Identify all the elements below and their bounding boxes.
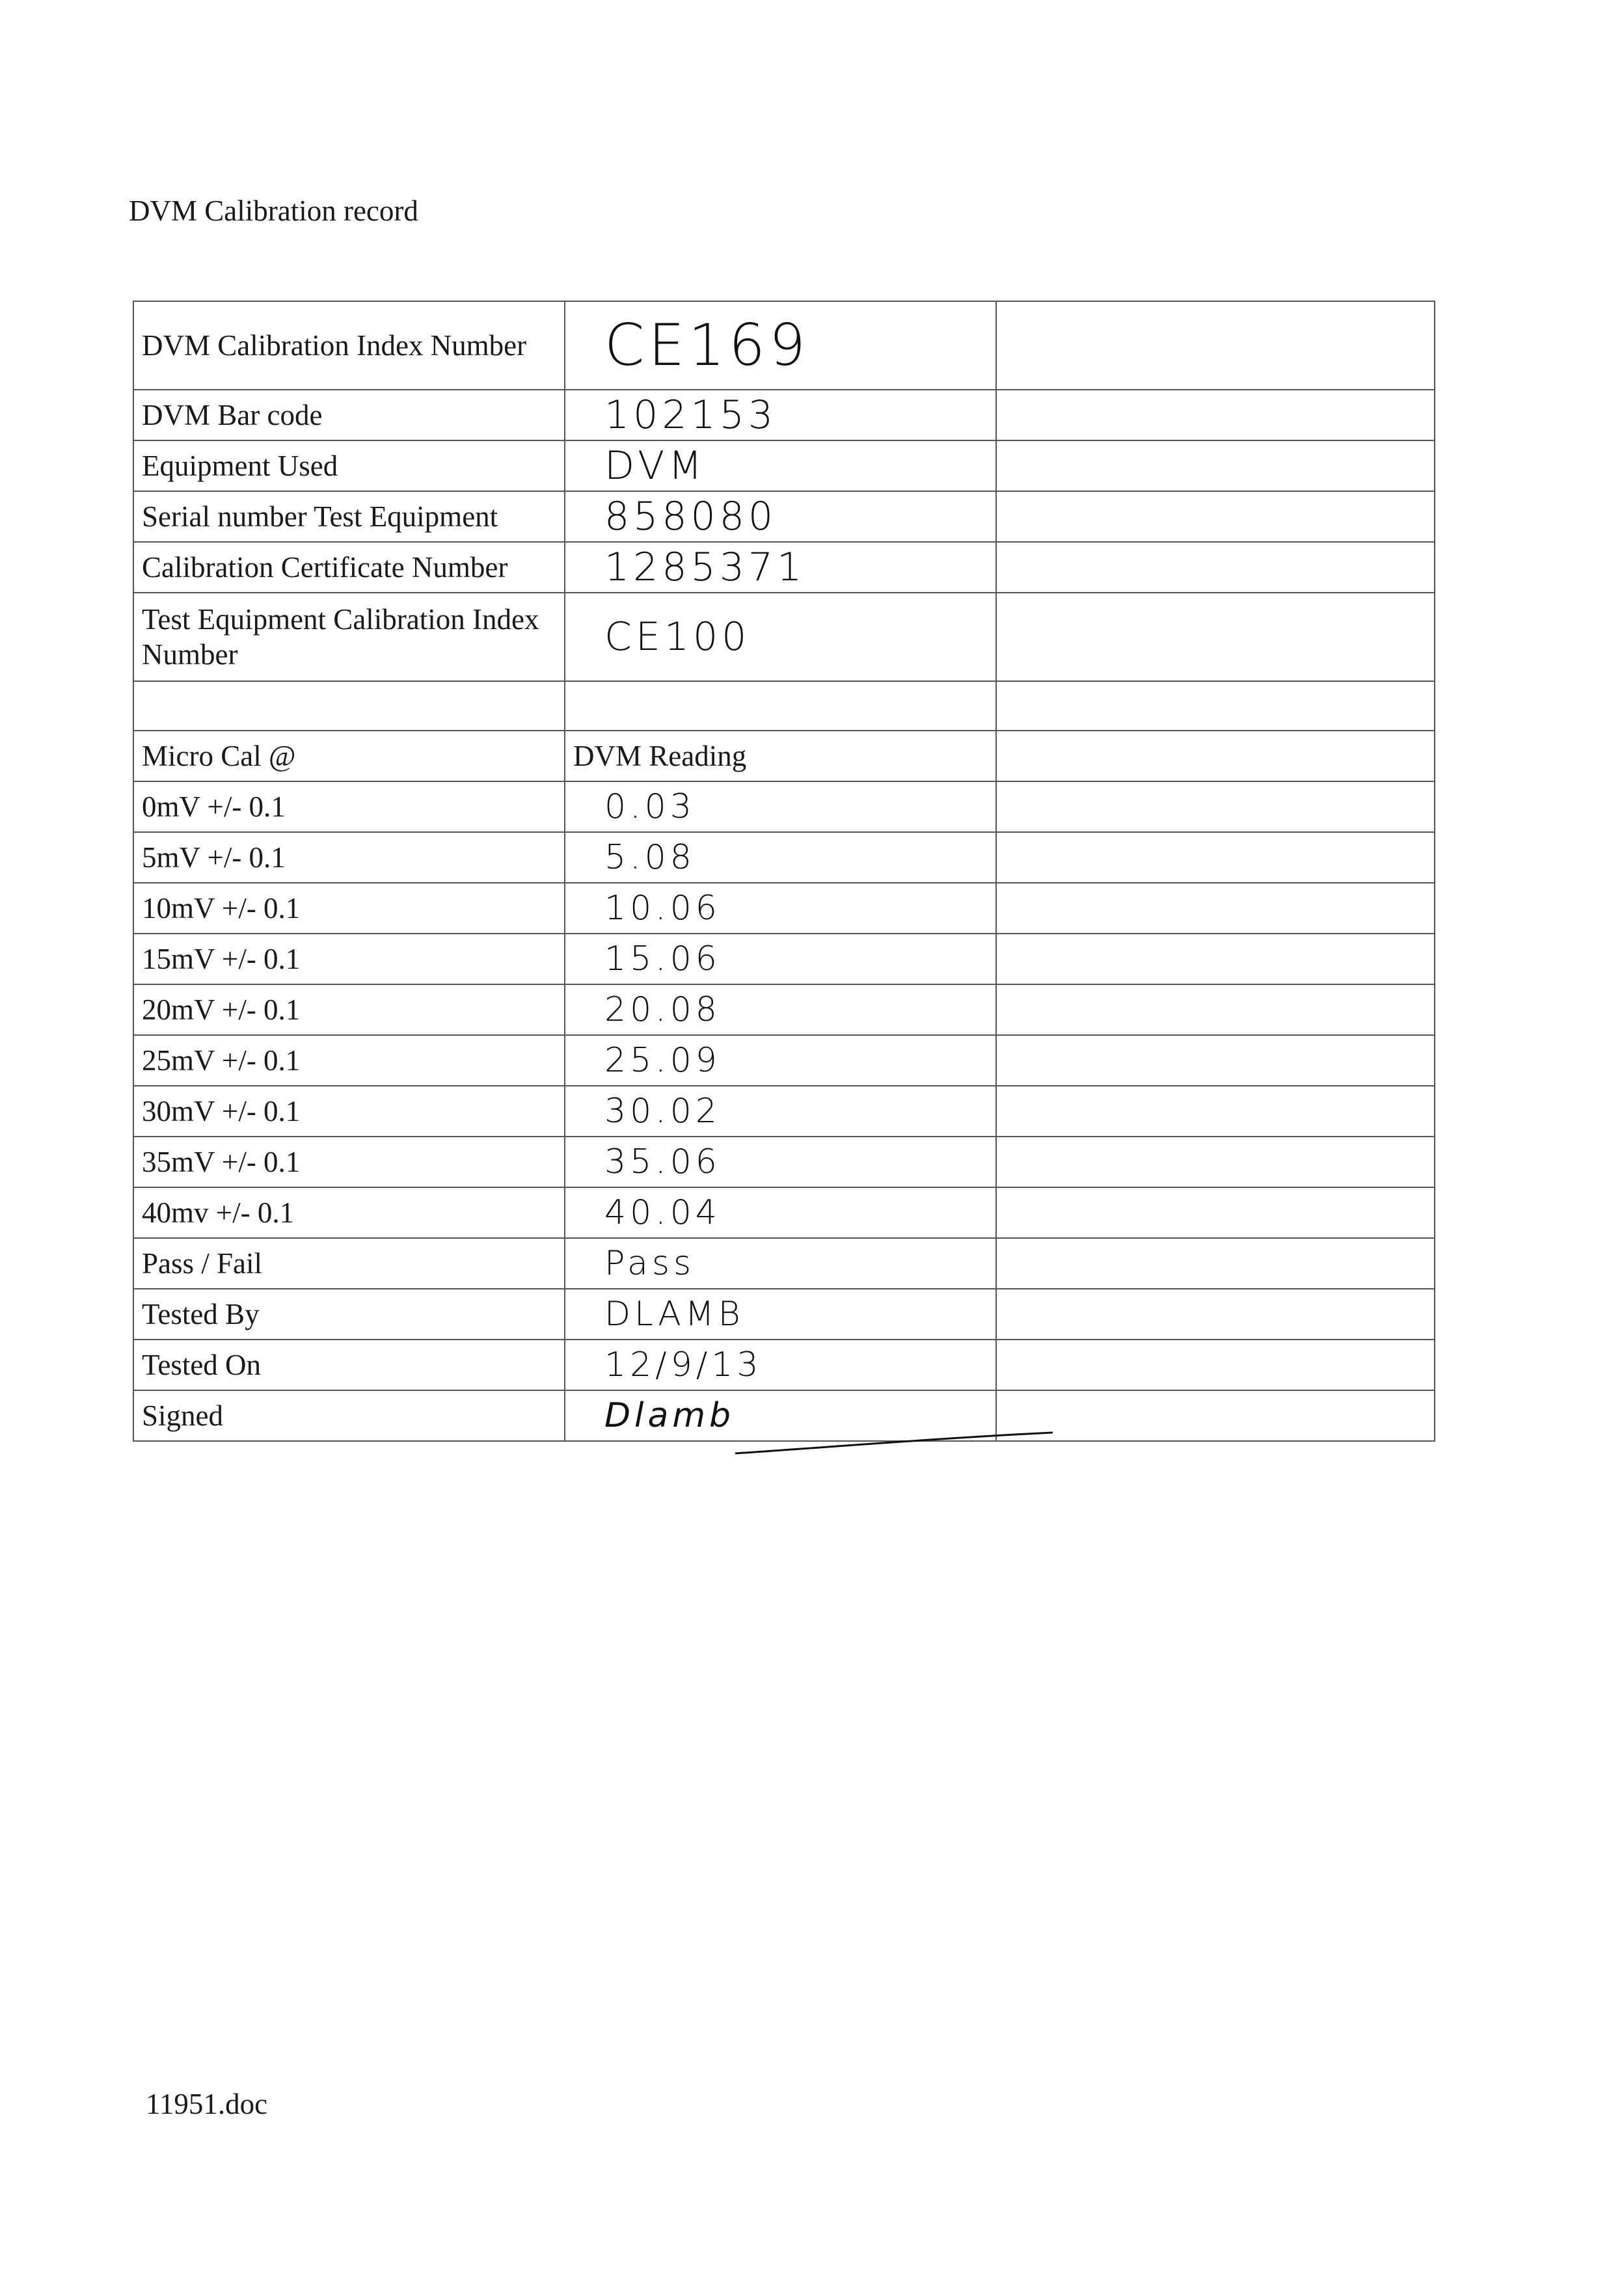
handwritten-value: CE100 [565, 593, 996, 681]
table-row [133, 301, 1435, 390]
handwritten-value: 102153 [565, 390, 996, 440]
row-label: Serial number Test Equipment [133, 491, 565, 542]
reading-label: 0mV +/- 0.1 [133, 781, 565, 832]
pass-fail-value: Pass [565, 1238, 996, 1289]
reading-row [133, 1137, 1435, 1187]
reading-label: 30mV +/- 0.1 [133, 1086, 565, 1137]
empty-cell [996, 301, 1435, 390]
empty-cell [996, 390, 1435, 440]
empty-cell [996, 593, 1435, 681]
reading-label: 5mV +/- 0.1 [133, 832, 565, 883]
column-header-dvm-reading: DVM Reading [565, 731, 996, 781]
row-label: DVM Calibration Index Number [133, 301, 565, 390]
document-title: DVM Calibration record [129, 195, 418, 227]
reading-label: 25mV +/- 0.1 [133, 1035, 565, 1086]
reading-value: 30.02 [565, 1086, 996, 1137]
row-label: Calibration Certificate Number [133, 542, 565, 593]
reading-row [133, 1086, 1435, 1137]
table-row [133, 440, 1435, 491]
reading-row [133, 934, 1435, 984]
blank-row [133, 681, 1435, 731]
empty-cell [996, 542, 1435, 593]
handwritten-value: DVM [565, 440, 996, 491]
reading-value: 0.03 [565, 781, 996, 832]
row-label: Test Equipment Calibration Index Number [133, 593, 565, 681]
reading-label: 15mV +/- 0.1 [133, 934, 565, 984]
table-row [133, 491, 1435, 542]
row-label: DVM Bar code [133, 390, 565, 440]
result-row [133, 1340, 1435, 1390]
result-row [133, 1238, 1435, 1289]
table-row [133, 390, 1435, 440]
reading-row [133, 1187, 1435, 1238]
tested-on-value: 12/9/13 [565, 1340, 996, 1390]
result-label: Pass / Fail [133, 1238, 565, 1289]
reading-value: 15.06 [565, 934, 996, 984]
reading-value: 10.06 [565, 883, 996, 934]
reading-row [133, 781, 1435, 832]
tested-by-value: DLAMB [565, 1289, 996, 1340]
handwritten-value: 1285371 [565, 542, 996, 593]
empty-cell [996, 440, 1435, 491]
column-header-micro-cal: Micro Cal @ [133, 731, 565, 781]
reading-value: 5.08 [565, 832, 996, 883]
reading-value: 25.09 [565, 1035, 996, 1086]
reading-value: 40.04 [565, 1187, 996, 1238]
readings-header-row [133, 731, 1435, 781]
table-row [133, 542, 1435, 593]
reading-row [133, 832, 1435, 883]
signature-value: Dlamb [565, 1390, 996, 1441]
reading-label: 35mV +/- 0.1 [133, 1137, 565, 1187]
result-label: Tested By [133, 1289, 565, 1340]
result-label: Tested On [133, 1340, 565, 1390]
document-footer: 11951.doc [146, 2088, 268, 2120]
handwritten-value: CE169 [565, 301, 996, 390]
reading-row [133, 1035, 1435, 1086]
reading-row [133, 883, 1435, 934]
reading-value: 35.06 [565, 1137, 996, 1187]
reading-label: 10mV +/- 0.1 [133, 883, 565, 934]
row-label: Equipment Used [133, 440, 565, 491]
handwritten-value: 858080 [565, 491, 996, 542]
reading-row [133, 984, 1435, 1035]
empty-cell [996, 491, 1435, 542]
calibration-table [133, 301, 1435, 1442]
result-row [133, 1289, 1435, 1340]
signature-stroke [735, 1431, 1054, 1457]
result-label: Signed [133, 1390, 565, 1441]
reading-label: 40mv +/- 0.1 [133, 1187, 565, 1238]
reading-label: 20mV +/- 0.1 [133, 984, 565, 1035]
reading-value: 20.08 [565, 984, 996, 1035]
table-row [133, 593, 1435, 681]
